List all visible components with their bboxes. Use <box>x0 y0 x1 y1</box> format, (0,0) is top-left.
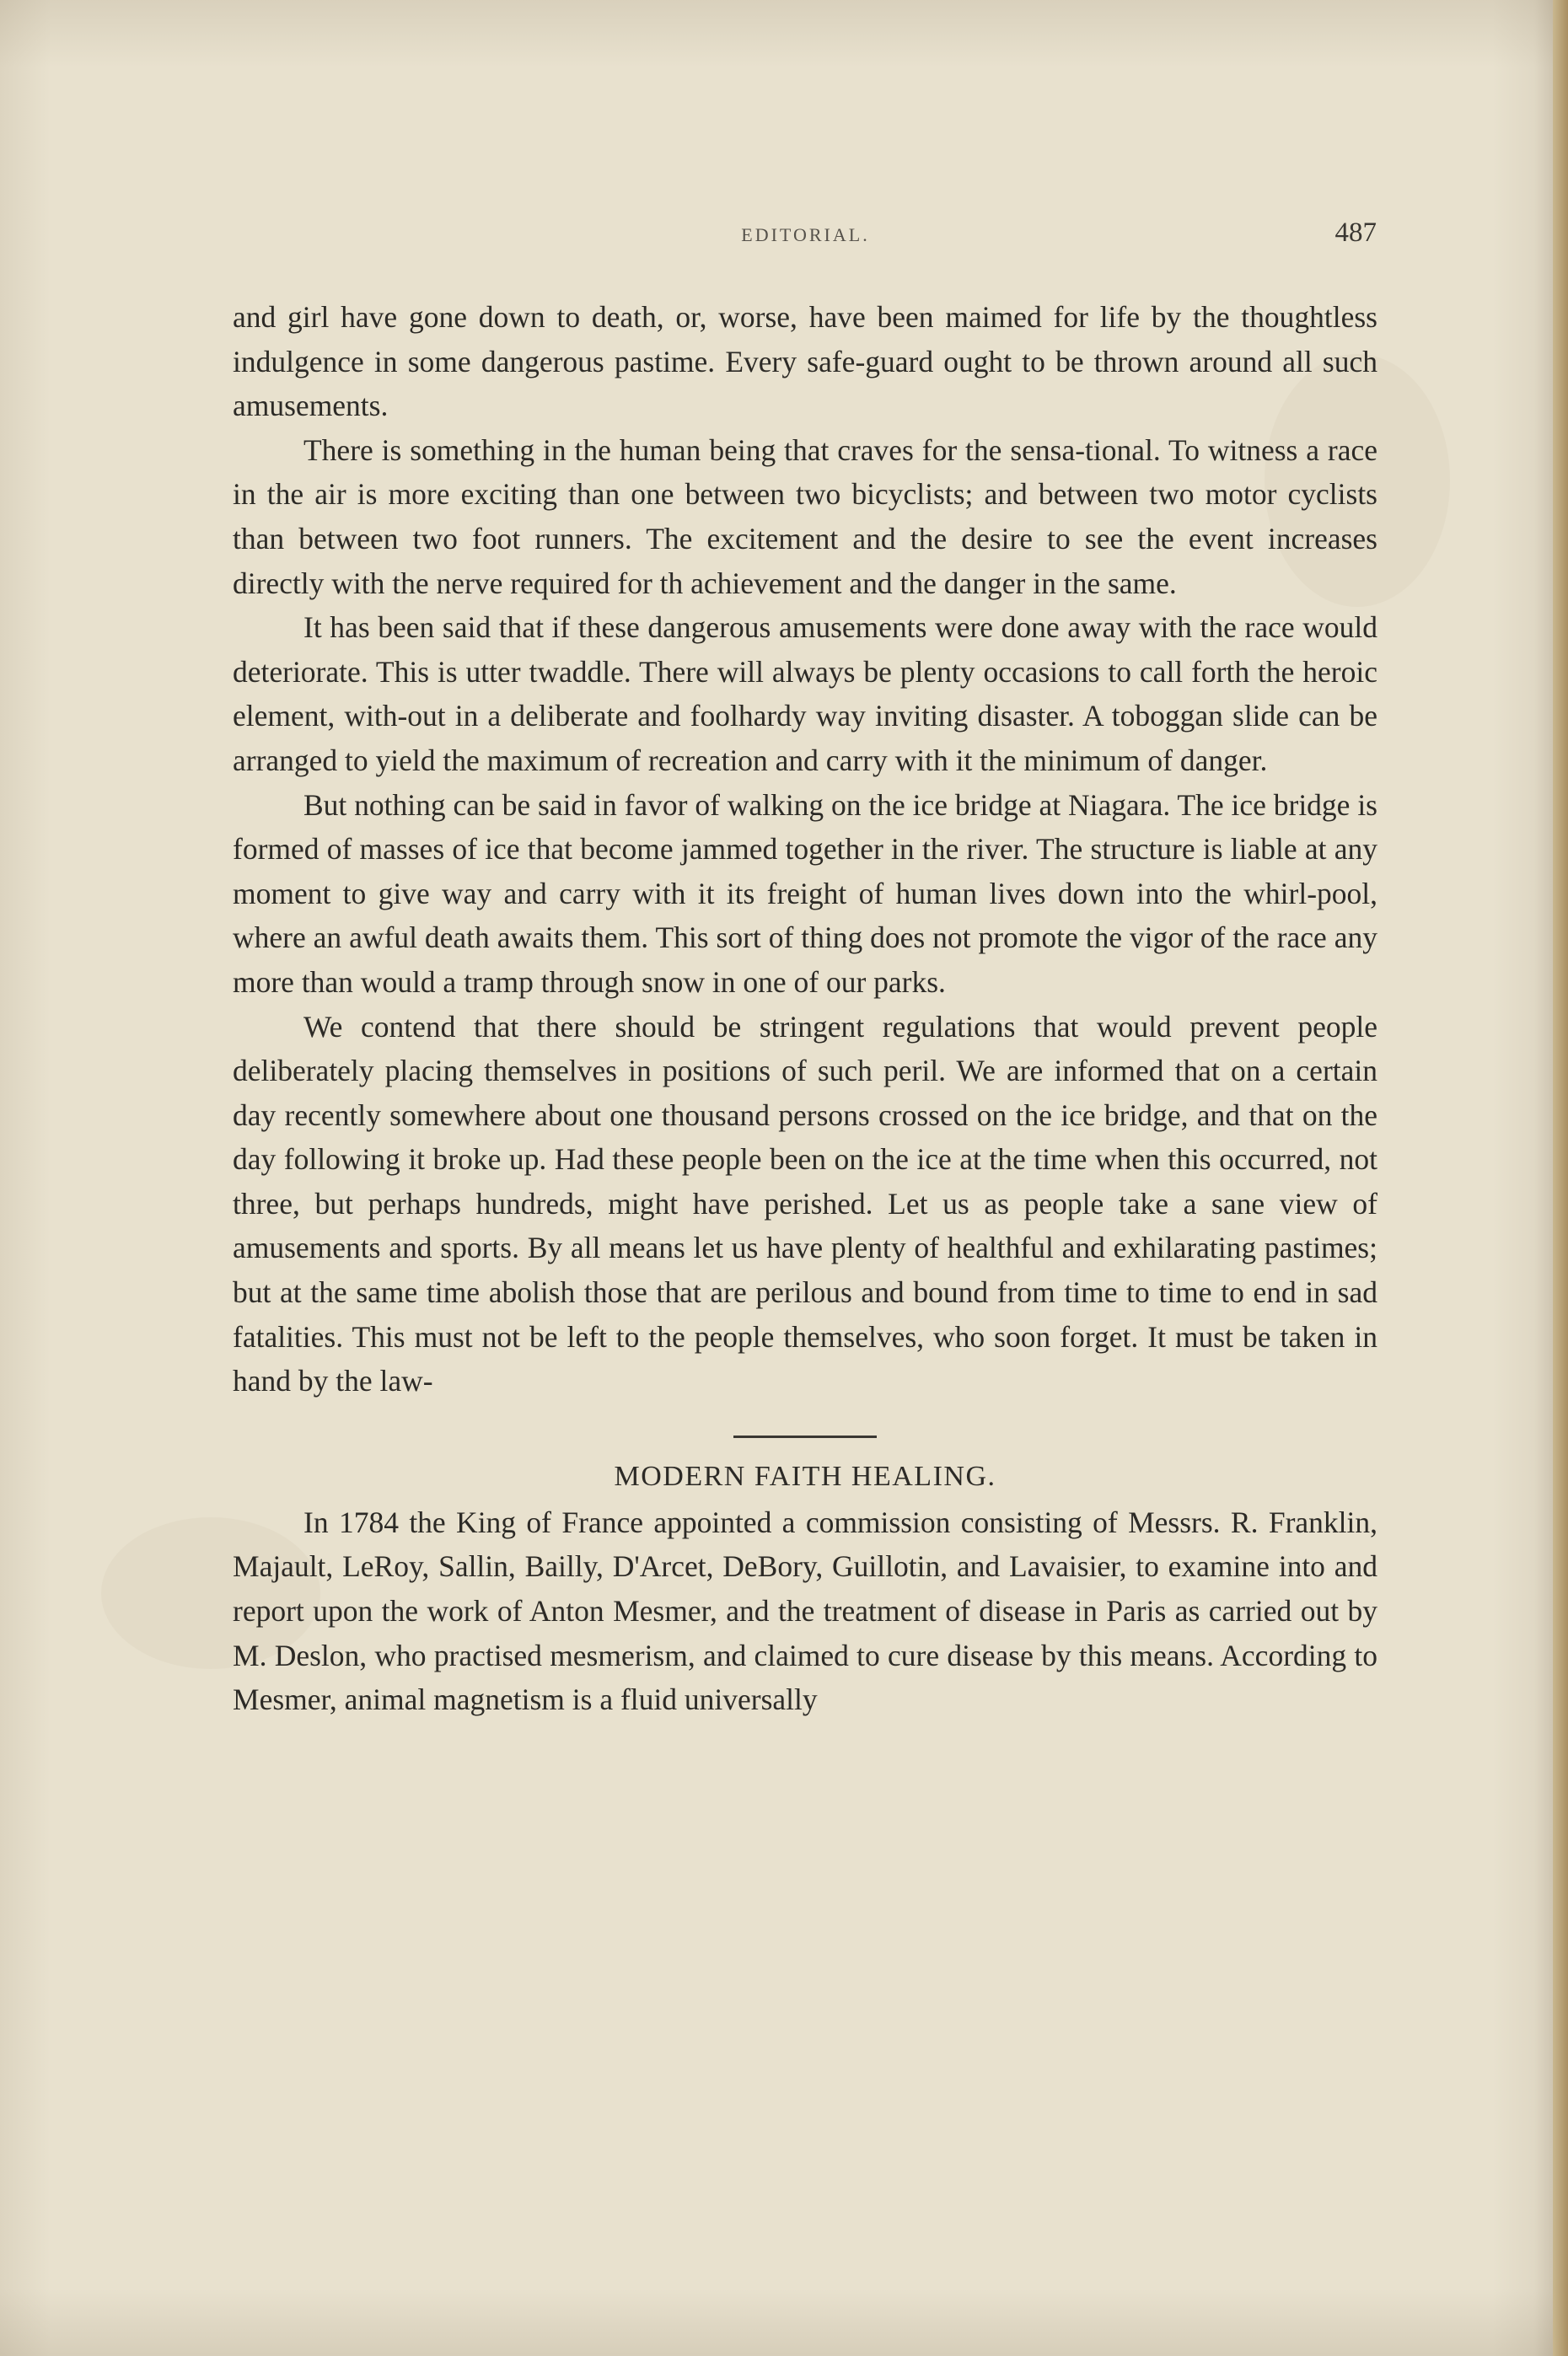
paragraph: In 1784 the King of France appointed a commission consisting of Messrs. R. Franklin, Majault, LeRoy, Sallin, Bailly, D'Arcet, DeBory, Guillotin, and Lavaisier, to examine into and report upon the work of Anton Mesmer, and the treatment of disease in Paris as carried out by M. Deslon, who practised mesmerism, and claimed to cure disease by this means. According to Mesmer, animal magnetism is a fluid universally <box>233 1505 1377 1717</box>
paragraph: But nothing can be said in favor of walking on the ice bridge at Niagara. The ice bridge is formed of masses of ice that become jammed together in the river. The structure is liable at any moment to give way and carry with it its freight of human lives down into the whirl-pool, where an awful death awaits them. This sort of thing does not promote the vigor of the race any more than would a tramp through snow in one of our parks. <box>233 787 1377 999</box>
page-number: 487 <box>1334 217 1377 248</box>
paragraph: and girl have gone down to death, or, worse, have been maimed for life by the thoughtless indulgence in some dangerous pastime. Every safe-guard ought to be thrown around all such amusements. <box>233 300 1377 423</box>
paragraph: It has been said that if these dangerous amusements were done away with the race would deteriorate. This is utter twaddle. There will always be plenty occasions to call forth the heroic element, with-out in a deliberate and foolhardy way inviting disaster. A toboggan slide can be arranged to yield the maximum of recreation and carry with it the minimum of danger. <box>233 610 1377 777</box>
page-header <box>234 217 1377 260</box>
paragraph: We contend that there should be stringent regulations that would prevent people deliberately placing themselves in positions of such peril. We are informed that on a certain day recently somewhere about one thousand persons crossed on the ice bridge, and that on the day following it broke up. Had these people been on the ice at the time when this occurred, not three, but perhaps hundreds, might have perished. Let us as people take a sane view of amusements and sports. By all means let us have plenty of healthful and exhilarating pastimes; but at the same time abolish those that are perilous and bound from time to time to end in sad fatalities. This must not be left to the people themselves, who soon forget. It must be taken in hand by the law- <box>233 1009 1377 1398</box>
section-title: MODERN FAITH HEALING. <box>614 1460 996 1492</box>
running-head: EDITORIAL. <box>741 224 870 245</box>
page-edge <box>1553 0 1568 2356</box>
body-text <box>233 295 1377 1722</box>
section-divider <box>733 1436 877 1438</box>
paragraph: There is something in the human being that craves for the sensa-tional. To witness a race in the air is more exciting than one between two bicyclists; and between two motor cyclists than between two foot runners. The excitement and the desire to see the event increases directly with the nerve required for th achievement and the danger in the same. <box>233 432 1377 600</box>
